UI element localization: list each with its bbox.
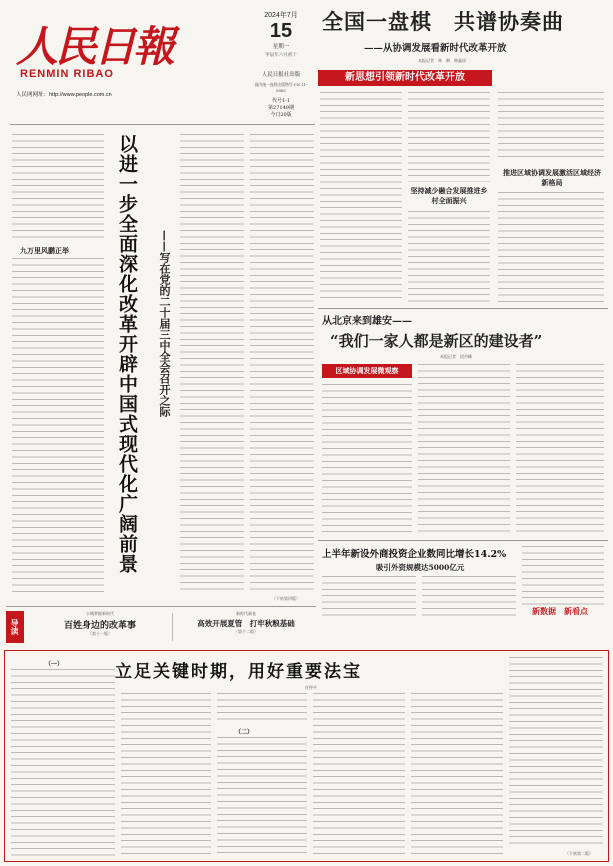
- date-weekday: 星期一: [272, 44, 290, 50]
- feature-body-col3: [498, 92, 604, 162]
- xiongan-body-col2: [418, 364, 510, 534]
- guide-item-1-page: （第十一版）: [88, 630, 112, 636]
- commentary-box: [4, 650, 609, 862]
- invest-body-col3: [522, 546, 604, 606]
- feature-body-col1: [320, 92, 402, 302]
- date-box: [250, 10, 312, 122]
- commentary-continue: （下转第二版）: [565, 851, 593, 856]
- invest-body-col1: [322, 576, 416, 616]
- page-count: 今日20版: [270, 112, 292, 118]
- issn: 国内统一连续出版物号 CN 11-0065: [254, 82, 308, 93]
- feature-headline: 全国一盘棋 共谱协奏曲: [322, 9, 564, 34]
- guide-label: 导读: [6, 611, 24, 643]
- news-tag: 新数据 新看点: [532, 606, 588, 616]
- xiongan-headline: “我们一家人都是新区的建设者”: [330, 332, 543, 350]
- commentary-author: 任仲平: [305, 685, 317, 690]
- commentary-title: 立足关键时期，用好重要法宝: [115, 662, 362, 682]
- logo-pinyin: RENMIN RIBAO: [20, 68, 114, 80]
- guide-item-2[interactable]: [176, 611, 316, 635]
- region-tag: [322, 364, 412, 378]
- region-tag-text: 区域协调发展微观察: [335, 366, 399, 375]
- lead-subtitle: ——写在党的二十届三中全会召开之际: [158, 230, 171, 417]
- commentary-col5: [411, 693, 503, 857]
- xiongan-body-col1: [322, 384, 412, 534]
- lead-body-col2: [180, 134, 244, 592]
- commentary-part1: （一）: [45, 661, 64, 668]
- newspaper-logo: 人民日報: [16, 22, 173, 71]
- invest-divider: [318, 540, 608, 541]
- issue-number: 第27149期: [268, 105, 294, 111]
- feature-banner: [318, 70, 492, 86]
- xiongan-byline: 本报记者 段丹峰: [440, 354, 472, 359]
- date-year-month: 2024年7月: [264, 12, 298, 19]
- feature-banner-text: 新思想引领新时代改革开放: [345, 72, 465, 83]
- feature-body-col3b: [498, 192, 604, 302]
- top-feature: [318, 6, 608, 306]
- commentary-col2: [121, 693, 211, 857]
- feature-divider: [318, 308, 608, 309]
- commentary-col1: [11, 669, 115, 857]
- guide-item-1-kicker: 小城掌握新时代: [86, 611, 114, 616]
- guide-item-1[interactable]: [32, 611, 168, 637]
- guide-bar: [6, 606, 316, 646]
- lead-continue: （下转第四版）: [272, 596, 300, 601]
- invest-body-col2: [422, 576, 516, 616]
- side-headline: 推进区域协调发展激活区域经济新格局: [503, 168, 601, 187]
- feature-section-head: 坚持减少融合发展推进乡村全面振兴: [410, 186, 488, 205]
- feature-body-col2: [408, 92, 490, 182]
- site-url[interactable]: 人民网网址：http://www.people.com.cn: [16, 92, 112, 98]
- lead-body-col: [12, 258, 104, 592]
- xiongan-body-col3: [516, 364, 604, 534]
- date-lunar: 甲辰年六月初十: [265, 53, 297, 58]
- guide-item-2-kicker: 新时代画卷: [236, 611, 256, 616]
- guide-divider: [172, 613, 173, 641]
- commentary-col6: [509, 657, 603, 849]
- lead-title: 以进一步全面深化改革开辟中国式现代化广阔前景: [116, 134, 138, 574]
- invest-subhead: 吸引外资规模达5000亿元: [376, 563, 465, 572]
- lead-body-col3: [250, 134, 314, 592]
- date-day: 15: [269, 20, 293, 42]
- masthead-separator: [10, 124, 315, 125]
- invest-headline: 上半年新设外商投资企业数同比增长14.2%: [322, 549, 507, 560]
- issue-code: 代号1-1: [271, 98, 291, 104]
- guide-item-2-page: （第十二版）: [234, 628, 258, 634]
- lead-intro-col: [12, 134, 104, 240]
- feature-subhead: ——从协调发展看新时代改革开放: [364, 43, 507, 54]
- commentary-col4: [313, 693, 405, 857]
- xiongan-section-head: 从北京来到雄安——: [322, 316, 412, 327]
- commentary-col3: [217, 693, 307, 723]
- lead-subhead1: 九万里风鹏正举: [20, 246, 69, 255]
- guide-item-1-title: 百姓身边的改革事: [63, 620, 136, 631]
- commentary-col3b: [217, 737, 307, 857]
- feature-byline: 本报记者 林 琳 韩鑫瑶: [418, 58, 466, 63]
- publisher: 人民日报社出版: [261, 72, 301, 78]
- guide-item-2-title: 高效开展夏管 打牢秋粮基础: [197, 618, 295, 628]
- feature-body-col2b: [408, 211, 490, 302]
- commentary-part2: （二）: [235, 729, 254, 736]
